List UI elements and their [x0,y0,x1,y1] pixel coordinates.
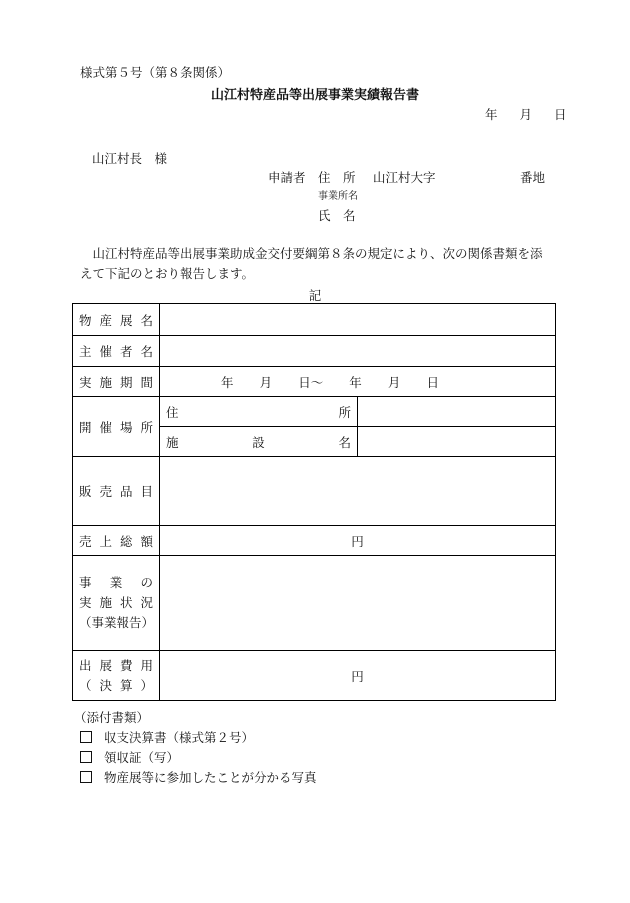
body-text: 山江村特産品等出展事業助成金交付要綱第８条の規定により、次の関係書類を添えて下記のとおり報告します。 [80,246,543,281]
period-end-year: 年 [349,374,362,390]
row-label: 販売品目 [73,457,160,526]
row-label: 主催者名 [73,336,160,367]
table-row-total-sales [73,526,556,556]
row-label [73,556,160,651]
venue-address-label: 住 所 [160,397,358,427]
table-row-organizer [73,336,556,367]
row-label [73,651,160,701]
organizer-field[interactable] [160,336,556,367]
attachment-label: 物産展等に参加したことが分かる写真 [104,770,317,785]
office-name-label: 事業所名 [318,191,358,202]
attachment-item[interactable] [80,768,317,786]
period-field[interactable] [160,367,556,397]
label-line: （事業報告） [79,615,155,630]
date-month: 月 [519,107,533,122]
address-label: 住 所 [318,170,356,185]
row-label: 開催場所 [73,397,160,457]
period-start-year: 年 [221,374,234,390]
period-end-month: 月 [387,374,401,390]
attachment-label: 収支決算書（様式第２号） [104,730,255,745]
address-value[interactable]: 山江村大字 [373,170,436,185]
table-row-expenses [73,651,556,701]
date-line [485,105,567,123]
table-row-period [73,367,556,397]
row-label: 売上総額 [73,526,160,556]
exhibition-name-field[interactable] [160,304,556,336]
period-end-day: 日 [426,374,439,390]
table-row-products [73,457,556,526]
label-line: 出展費用 [79,657,153,673]
table-row-status [73,556,556,651]
period-start-month: 月 [259,374,273,390]
table-row-venue-address [73,397,556,427]
attachment-label: 領収証（写） [104,750,180,765]
ki-heading: 記 [308,288,322,303]
applicant-label: 申請者 [268,170,306,185]
document-title: 山江村特産品等出展事業実績報告書 [210,88,419,103]
products-field[interactable] [160,457,556,526]
label-line: 事 業 の [79,575,153,590]
total-sales-field[interactable]: 円 [160,526,556,556]
table-row-exhibition-name [73,304,556,336]
venue-address-field[interactable] [358,397,556,427]
attachment-item[interactable] [80,728,254,746]
addressee: 山江村長 様 [92,151,168,166]
venue-facility-label: 施設名 [160,427,358,457]
label-line: 実施状況 [79,595,153,610]
expenses-field[interactable]: 円 [160,651,556,701]
venue-facility-field[interactable] [358,427,556,457]
checkbox-icon[interactable] [80,771,92,783]
banchi-label: 番地 [520,170,546,185]
date-year: 年 [485,107,498,122]
form-number: 様式第５号（第８条関係） [80,65,231,80]
checkbox-icon[interactable] [80,751,92,763]
status-field[interactable] [160,556,556,651]
row-label: 実施期間 [73,367,160,397]
name-label: 氏 名 [318,208,356,223]
attachments-title: （添付書類） [74,710,150,725]
report-table [72,303,556,701]
checkbox-icon[interactable] [80,731,92,743]
attachment-item[interactable] [80,748,179,766]
period-start-day: 日～ [298,374,324,390]
row-label: 物産展名 [73,304,160,336]
label-line: （決算） [79,677,153,693]
date-day: 日 [554,107,567,122]
